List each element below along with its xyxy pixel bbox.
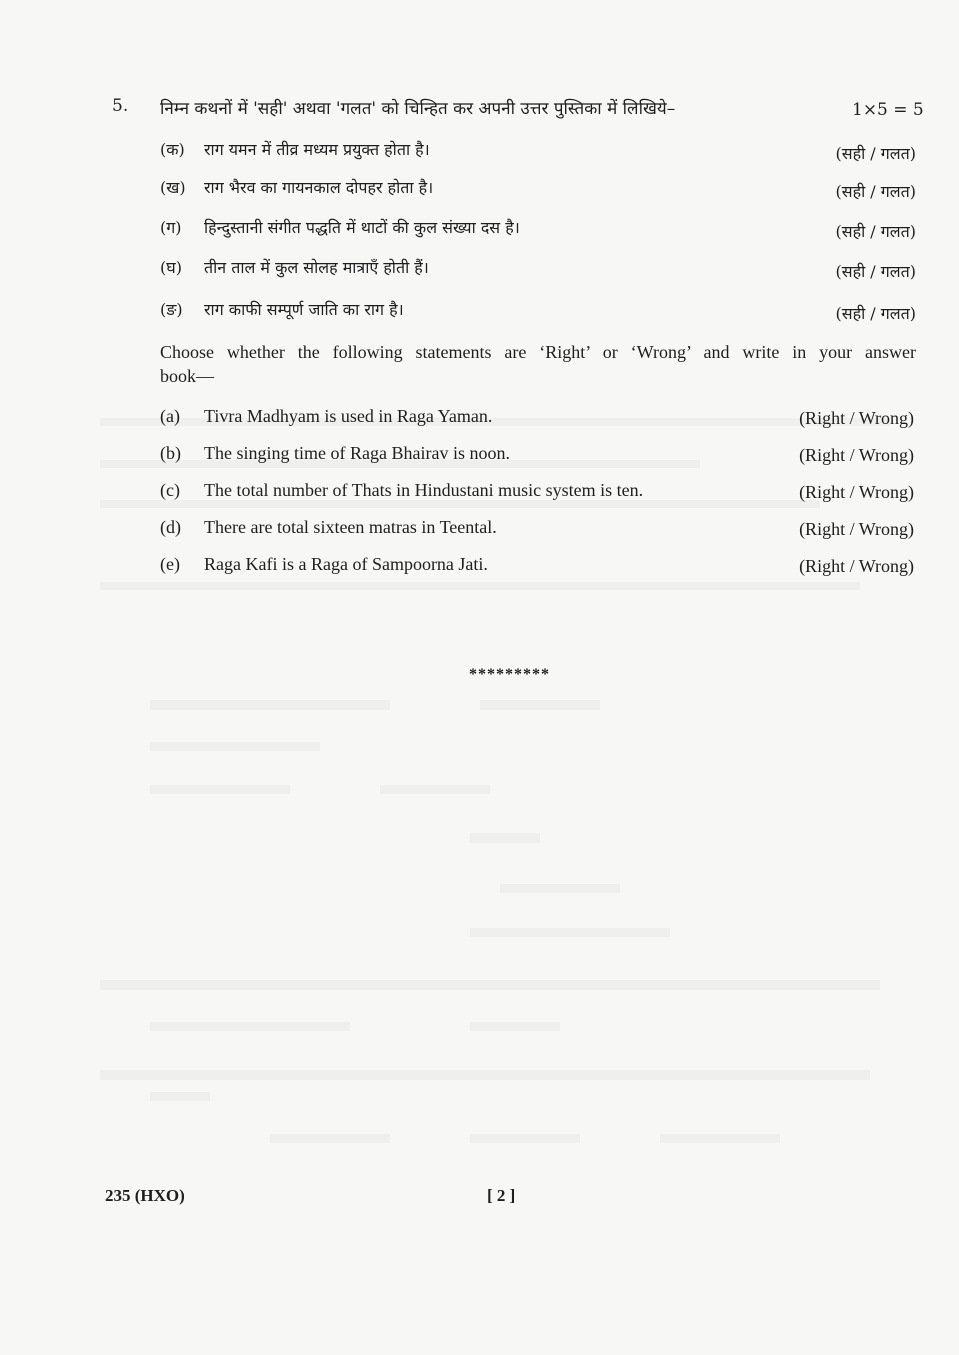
english-item bbox=[160, 443, 914, 469]
item-statement: There are total sixteen matras in Teental. bbox=[204, 517, 497, 537]
item-label: (घ) bbox=[160, 258, 182, 277]
item-statement: Raga Kafi is a Raga of Sampoorna Jati. bbox=[204, 554, 488, 574]
question-instruction-english bbox=[160, 340, 916, 388]
item-answer-options: (Right / Wrong) bbox=[799, 556, 914, 576]
item-answer-options: (सही / गलत) bbox=[835, 222, 916, 241]
hindi-item bbox=[160, 176, 916, 202]
hindi-item bbox=[160, 138, 916, 164]
item-label: (क) bbox=[160, 140, 185, 159]
item-label: (ग) bbox=[160, 218, 182, 237]
paper-code: 235 (HXO) bbox=[105, 1186, 185, 1205]
hindi-item bbox=[160, 256, 916, 282]
item-statement: राग काफी सम्पूर्ण जाति का राग है। bbox=[204, 300, 404, 319]
item-label: (d) bbox=[160, 517, 181, 537]
item-answer-options: (सही / गलत) bbox=[835, 262, 916, 281]
item-answer-options: (Right / Wrong) bbox=[799, 408, 914, 428]
item-statement: तीन ताल में कुल सोलह मात्राएँ होती हैं। bbox=[204, 258, 429, 277]
item-statement: राग यमन में तीव्र मध्यम प्रयुक्त होता है। bbox=[204, 140, 430, 159]
question-marks: 1×5 = 5 bbox=[852, 100, 924, 120]
item-statement: The total number of Thats in Hindustani music system is ten. bbox=[204, 480, 644, 500]
english-item bbox=[160, 517, 914, 543]
question-number: 5. bbox=[112, 96, 129, 116]
instruction-line-1: Choose whether the following statements are ‘Right’ or ‘Wrong’ and write in your answer bbox=[160, 342, 916, 362]
item-statement: राग भैरव का गायनकाल दोपहर होता है। bbox=[204, 178, 434, 197]
item-answer-options: (Right / Wrong) bbox=[799, 519, 914, 539]
item-label: (a) bbox=[160, 406, 180, 426]
hindi-item bbox=[160, 216, 916, 242]
english-item bbox=[160, 480, 914, 506]
item-label: (ङ) bbox=[160, 300, 183, 319]
page-number: [ 2 ] bbox=[487, 1186, 516, 1205]
item-statement: हिन्दुस्तानी संगीत पद्धति में थाटों की कुल संख्या दस है। bbox=[204, 218, 520, 237]
section-separator: ********* bbox=[469, 666, 550, 683]
english-item bbox=[160, 554, 914, 580]
item-answer-options: (सही / गलत) bbox=[835, 182, 916, 201]
question-instruction-hindi: निम्न कथनों में 'सही' अथवा 'गलत' को चिन्हित कर अपनी उत्तर पुस्तिका में लिखिये– bbox=[160, 99, 676, 119]
item-answer-options: (सही / गलत) bbox=[835, 304, 916, 323]
item-statement: The singing time of Raga Bhairav is noon. bbox=[204, 443, 510, 463]
item-label: (b) bbox=[160, 443, 181, 463]
item-label: (ख) bbox=[160, 178, 186, 197]
item-answer-options: (Right / Wrong) bbox=[799, 445, 914, 465]
item-answer-options: (सही / गलत) bbox=[835, 144, 916, 163]
english-item bbox=[160, 406, 914, 432]
hindi-item bbox=[160, 298, 916, 324]
item-label: (c) bbox=[160, 480, 180, 500]
instruction-line-2: book— bbox=[160, 366, 214, 386]
item-label: (e) bbox=[160, 554, 180, 574]
item-statement: Tivra Madhyam is used in Raga Yaman. bbox=[204, 406, 493, 426]
item-answer-options: (Right / Wrong) bbox=[799, 482, 914, 502]
